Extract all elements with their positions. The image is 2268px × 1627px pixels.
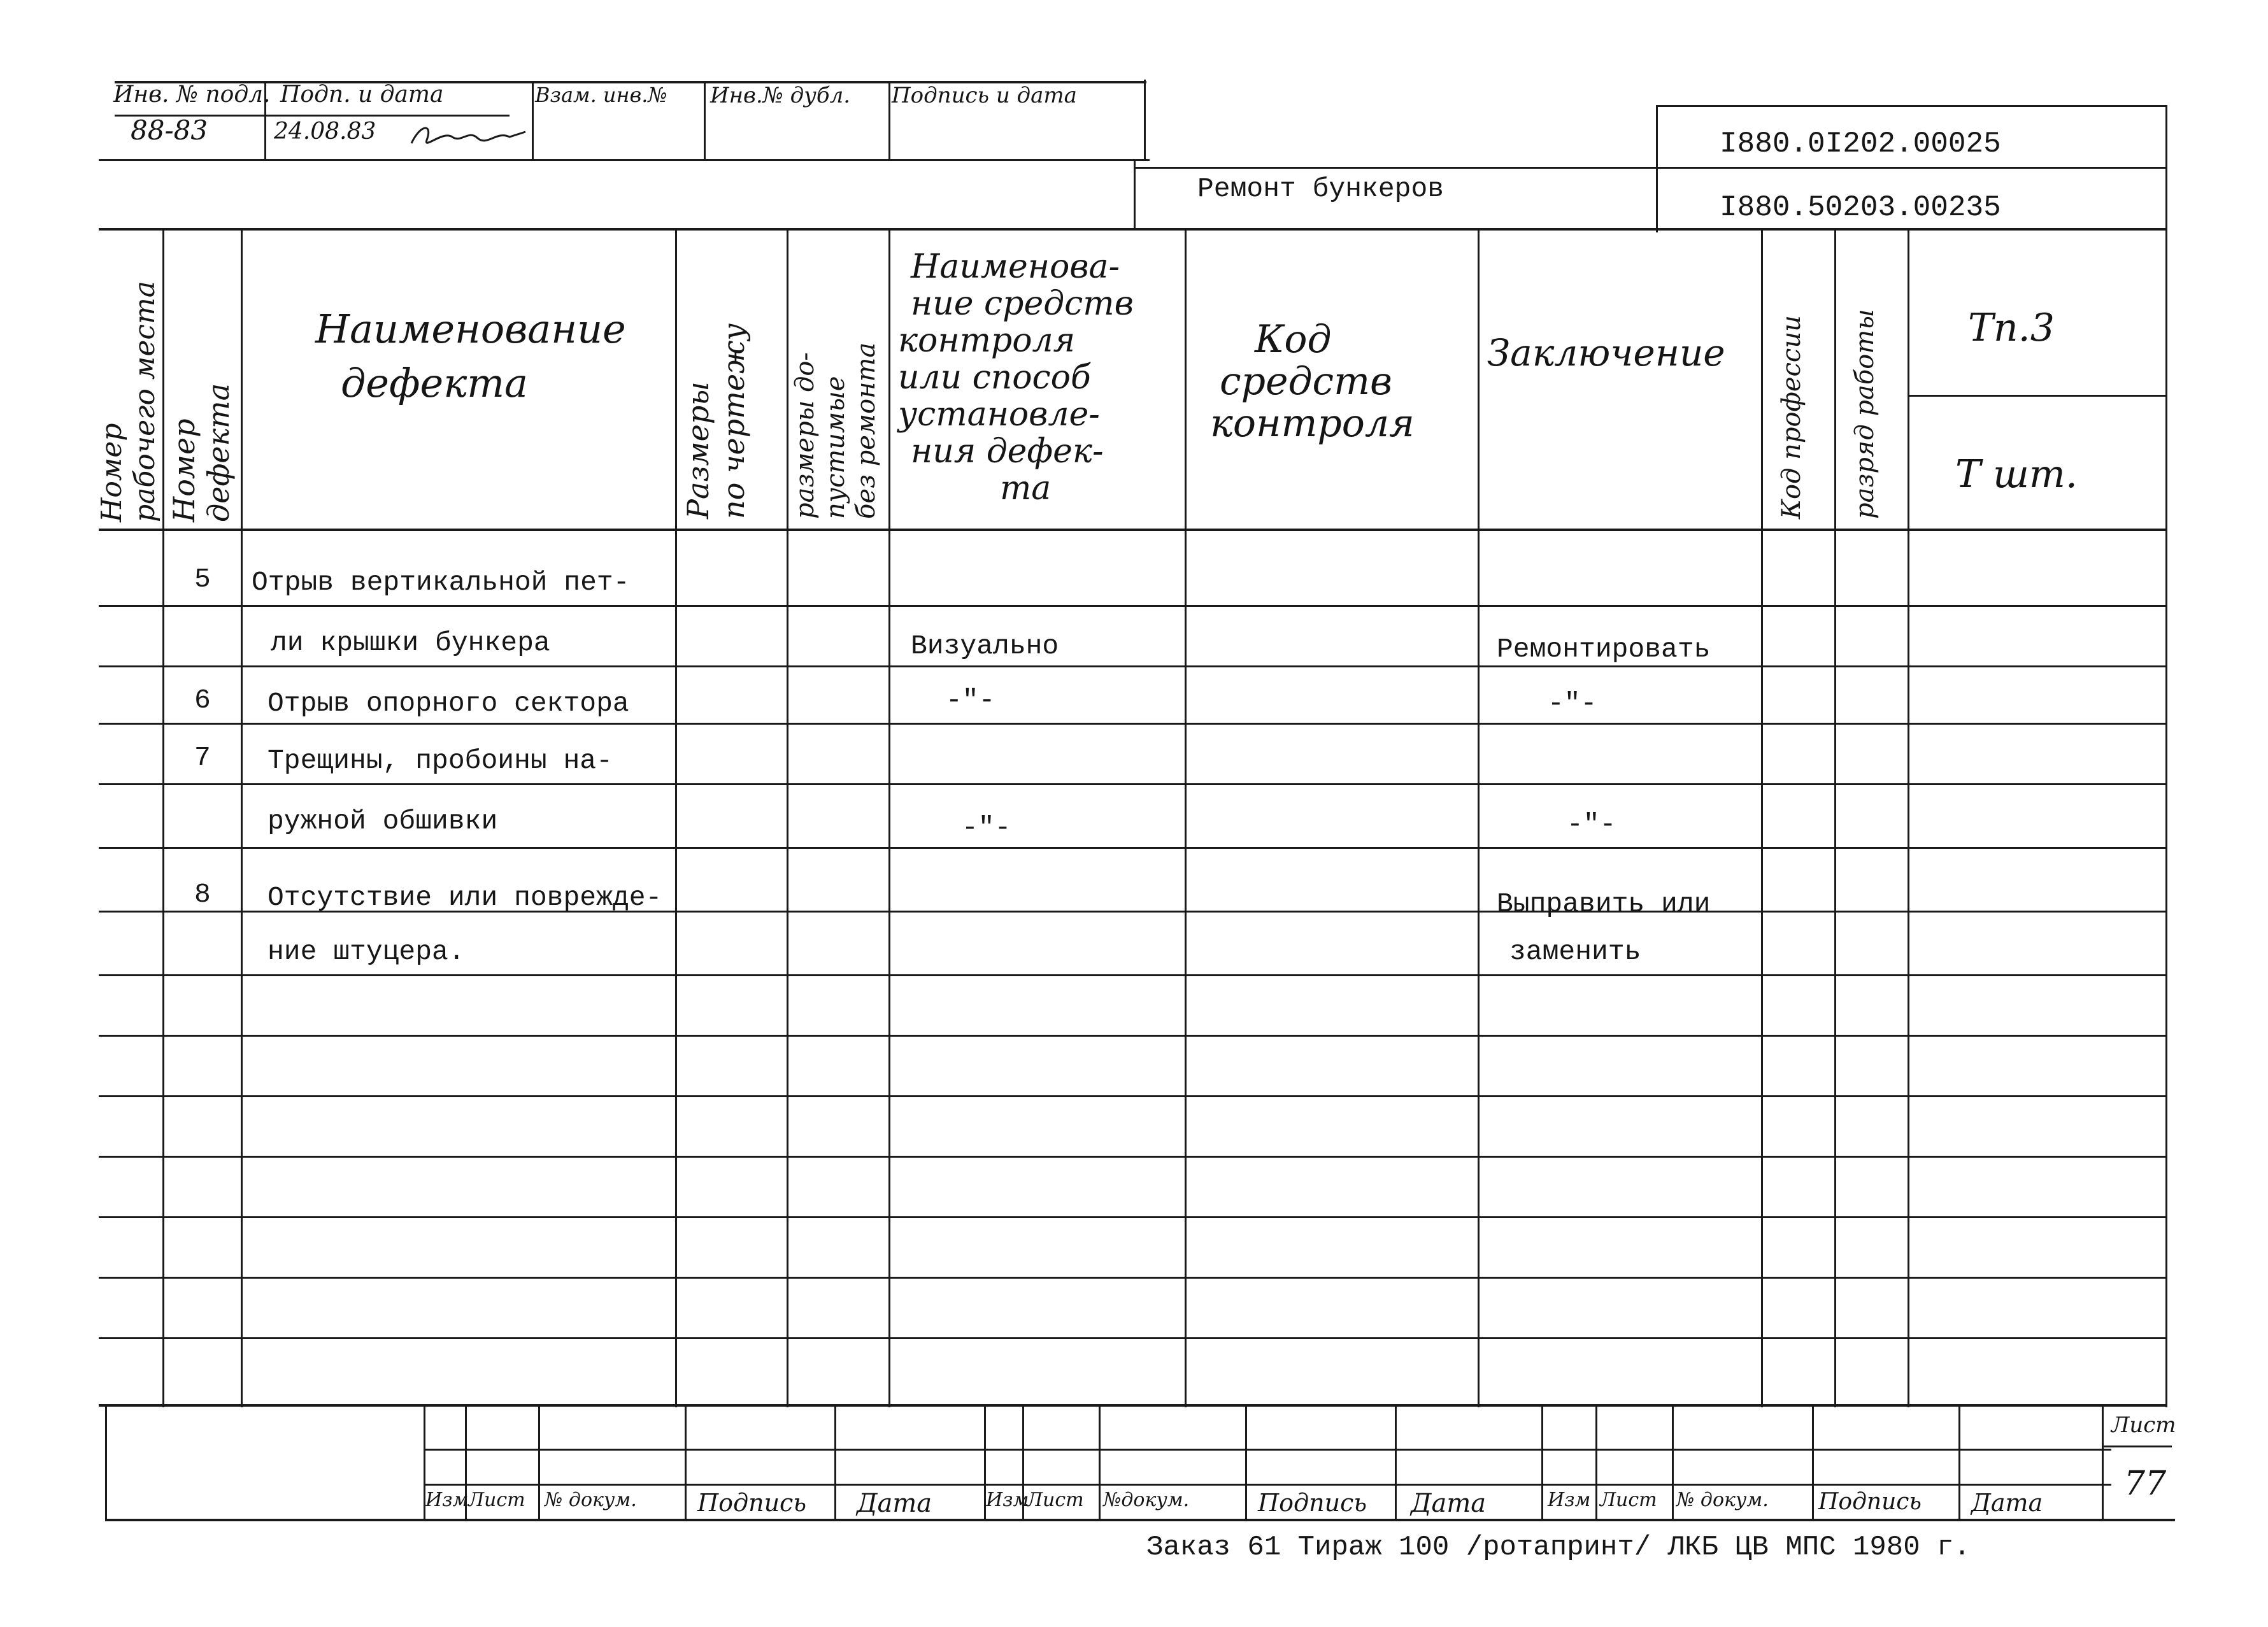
inv-number: 88-83	[131, 115, 208, 146]
document-title: Ремонт бункеров	[1197, 173, 1444, 204]
footer-column-line	[1812, 1404, 1814, 1519]
conclusion: Ремонтировать	[1497, 634, 1711, 665]
tp-split-line	[1908, 395, 2165, 397]
sign-date: 24.08.83	[274, 118, 376, 145]
col-header-defect-number: Номер дефекта	[167, 383, 236, 522]
footer-label: № докум.	[545, 1489, 637, 1511]
column-line	[1834, 229, 1836, 1407]
row-line	[99, 723, 2165, 725]
col-header-work-grade: разряд работы	[1850, 309, 1879, 519]
footer-label: Подпись	[1258, 1489, 1367, 1517]
footer-label: № докум.	[1676, 1489, 1769, 1511]
column-line	[241, 229, 243, 1407]
footer-column-line	[1245, 1404, 1247, 1519]
row-line	[99, 1095, 2165, 1097]
col-header-drawing-size: Размеры по чертежу	[681, 323, 751, 519]
col-header-defect-name-2: дефекта	[341, 360, 528, 406]
code-top-line	[1656, 105, 2165, 107]
signature-mark	[408, 118, 535, 156]
column-line	[1185, 229, 1187, 1407]
defect-number: 8	[194, 879, 211, 910]
defect-name: Отрыв вертикальной пет-	[252, 567, 630, 598]
footer-top-line	[105, 1404, 2165, 1406]
footer-label: Изм	[425, 1489, 469, 1511]
column-line	[675, 229, 677, 1407]
footer-column-line	[2102, 1404, 2104, 1519]
footer-column-line	[1672, 1404, 1674, 1519]
defect-name: ли крышки бункера	[271, 627, 550, 658]
control-method: -"-	[962, 812, 1011, 843]
col-header-allowed-size: размеры до- пустимые без ремонта	[790, 342, 881, 519]
footer-label: Лист	[468, 1489, 525, 1511]
footer-column-line	[538, 1404, 540, 1519]
code-left-line	[1656, 105, 1658, 232]
row-line	[99, 1035, 2165, 1037]
defect-name: Отсутствие или поврежде-	[267, 882, 662, 913]
footer-bottom-line	[105, 1519, 2175, 1521]
footer-column-line	[685, 1404, 687, 1519]
footer-column-line	[1099, 1404, 1101, 1519]
right-border	[2165, 105, 2167, 1407]
footer-label: Лист	[1027, 1489, 1084, 1511]
conclusion: Выправить или	[1497, 888, 1711, 920]
row-line	[99, 1216, 2165, 1218]
defect-number: 7	[194, 742, 211, 773]
column-line	[1908, 229, 1909, 1407]
row-line	[99, 783, 2165, 785]
row-line	[99, 974, 2165, 976]
defect-name: ние штуцера.	[267, 936, 465, 967]
footer-label: Подпись	[1818, 1489, 1922, 1515]
print-imprint: Заказ 61 Тираж 100 /ротапринт/ ЛКБ ЦВ МПС 1980 г.	[1146, 1531, 1971, 1563]
row-line	[99, 1156, 2165, 1158]
row-line	[99, 1337, 2165, 1339]
column-line	[787, 229, 788, 1407]
row-line	[99, 847, 2165, 849]
footer-column-line	[1595, 1404, 1597, 1519]
stamp-bottom-line	[99, 159, 1150, 161]
title-top-line	[1134, 167, 2165, 169]
control-method: -"-	[946, 685, 995, 716]
footer-label: Подпись	[697, 1489, 807, 1517]
stamp-header: Подп. и дата	[280, 82, 444, 108]
col-header-control-code: Код средств контроля	[1210, 317, 1415, 446]
header-top-line	[99, 228, 2165, 231]
footer-label: Лист	[1600, 1489, 1657, 1511]
footer-label: Дата	[1971, 1489, 2043, 1517]
footer-label: Изм	[1548, 1489, 1591, 1511]
footer-label: Дата	[857, 1489, 932, 1518]
stamp-right-line	[1144, 80, 1146, 159]
footer-column-line	[1395, 1404, 1397, 1519]
defect-name: ружной обшивки	[267, 806, 498, 837]
footer-row-line	[424, 1449, 2111, 1451]
footer-label: Изм	[986, 1489, 1029, 1511]
footer-left-line	[105, 1404, 107, 1519]
footer-column-line	[1958, 1404, 1960, 1519]
title-left-line	[1134, 159, 1136, 229]
control-method: Визуально	[911, 630, 1059, 662]
stamp-divider	[888, 83, 890, 159]
stamp-header: Инв. № подл.	[113, 82, 271, 108]
row-line	[99, 605, 2165, 607]
sheet-split-line	[2102, 1446, 2172, 1447]
column-line	[1478, 229, 1480, 1407]
document-code: I880.0I202.00025	[1720, 127, 2001, 160]
col-header-control-means: Наименова- ние средств контроля или способ установле- ния дефек- та	[898, 248, 1134, 508]
stamp-header: Взам. инв.№	[535, 83, 667, 107]
footer-label: №докум.	[1103, 1489, 1190, 1511]
stamp-header: Инв.№ дубл.	[710, 83, 851, 108]
footer-label: Дата	[1411, 1489, 1487, 1518]
row-line	[99, 1277, 2165, 1279]
stamp-header: Подпись и дата	[892, 83, 1077, 108]
conclusion: заменить	[1509, 936, 1641, 967]
sheet-label: Лист	[2111, 1412, 2176, 1438]
col-header-tsht: Т шт.	[1955, 452, 2078, 497]
defect-name: Трещины, пробоины на-	[267, 745, 613, 776]
defect-number: 6	[194, 685, 211, 716]
conclusion: -"-	[1548, 688, 1597, 719]
col-header-profession-code: Код профессии	[1777, 315, 1806, 519]
footer-row-line	[424, 1484, 2111, 1486]
column-line	[162, 229, 164, 1407]
row-line	[99, 665, 2165, 667]
col-header-conclusion: Заключение	[1487, 331, 1725, 374]
defect-number: 5	[194, 564, 211, 595]
stamp-divider	[704, 83, 706, 159]
footer-column-line	[1541, 1404, 1543, 1519]
defect-name: Отрыв опорного сектора	[267, 688, 629, 719]
col-header-workplace: Номер рабочего места	[96, 281, 161, 522]
conclusion: -"-	[1567, 809, 1616, 840]
footer-column-line	[834, 1404, 836, 1519]
column-line	[1761, 229, 1763, 1407]
sheet-number: 77	[2124, 1465, 2167, 1503]
column-line	[888, 229, 890, 1407]
document-code: I880.50203.00235	[1720, 191, 2001, 224]
col-header-defect-name: Наименование	[315, 306, 626, 352]
header-bottom-line	[99, 529, 2165, 531]
col-header-tp: Тп.3	[1968, 306, 2055, 350]
